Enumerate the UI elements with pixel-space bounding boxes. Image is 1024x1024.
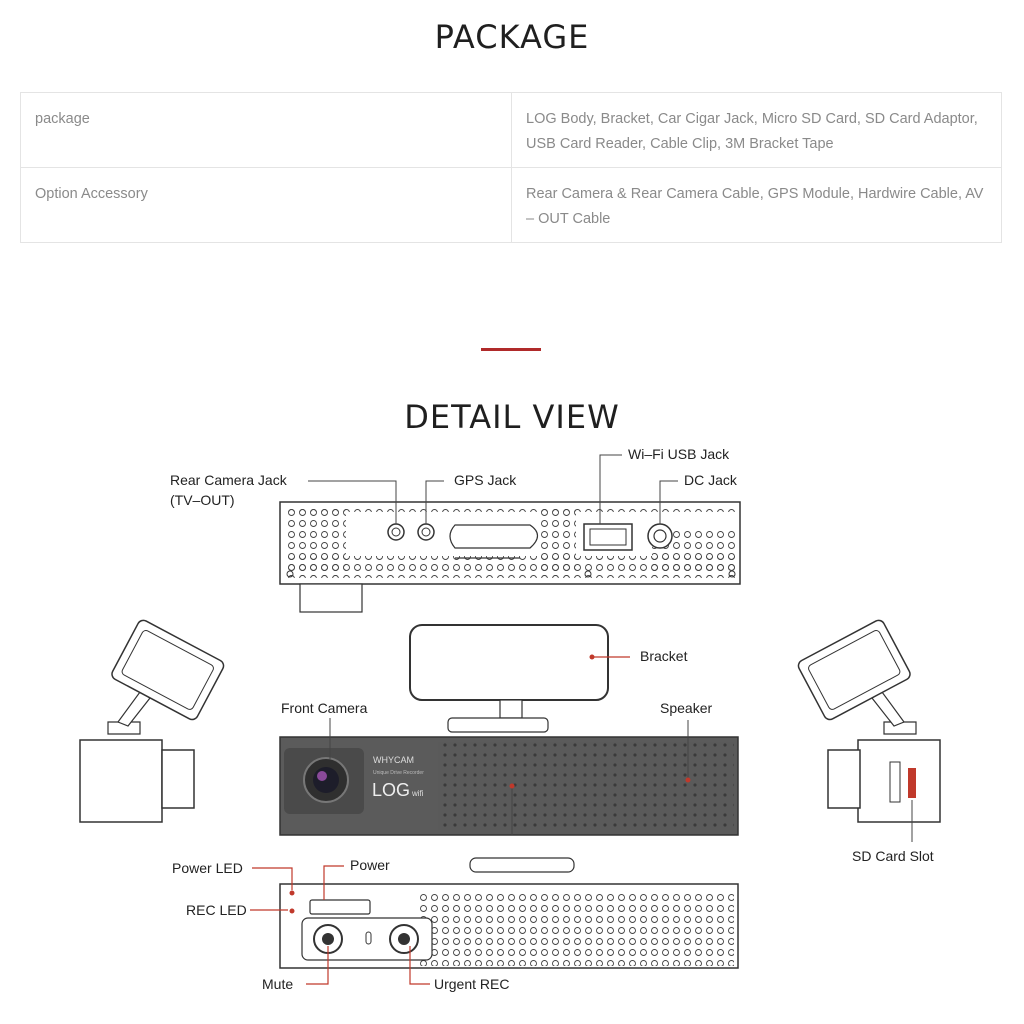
section-divider (481, 348, 541, 351)
package-table (20, 92, 1002, 243)
label-dc-jack: DC Jack (684, 472, 737, 488)
package-title: PACKAGE (434, 18, 590, 56)
table-row (21, 93, 1002, 168)
bottom-panel-view (250, 858, 738, 984)
device-diagram (0, 430, 1024, 1024)
label-wifi-usb-jack: Wi–Fi USB Jack (628, 446, 730, 462)
label-mute: Mute (262, 976, 294, 992)
label-gps-jack: GPS Jack (454, 472, 517, 488)
table-cell-key: package (21, 93, 512, 168)
table-cell-value: Rear Camera & Rear Camera Cable, GPS Module, Hardwire Cable, AV – OUT Cable (512, 168, 1002, 243)
detail-view-title: DETAIL VIEW (404, 398, 620, 436)
brand-text: WHYCAM (373, 755, 414, 765)
label-power: Power (350, 857, 390, 873)
label-speaker: Speaker (660, 700, 713, 716)
label-rec-led: REC LED (186, 902, 247, 918)
model-text: LOG (372, 780, 411, 800)
table-row (21, 168, 1002, 243)
model-suffix-text: wifi (412, 789, 424, 798)
left-side-view (80, 618, 226, 822)
table-cell-value: LOG Body, Bracket, Car Cigar Jack, Micro SD Card, SD Card Adaptor, USB Card Reader, Cable Clip, 3M Bracket Tape (512, 93, 1002, 168)
label-front-camera: Front Camera (281, 700, 368, 716)
brand-subtext: Unique Drive Recorder (373, 770, 424, 776)
table-cell-key: Option Accessory (21, 168, 512, 243)
bracket-illustration (410, 625, 630, 732)
label-rear-camera-jack: Rear Camera Jack (170, 472, 287, 488)
label-rear-camera-jack-sub: (TV–OUT) (170, 492, 235, 508)
right-side-view (796, 618, 940, 842)
label-power-led: Power LED (172, 860, 243, 876)
front-body-view (280, 718, 738, 835)
label-urgent-rec: Urgent REC (434, 976, 510, 992)
label-sd-card-slot: SD Card Slot (852, 848, 934, 864)
label-bracket: Bracket (640, 648, 688, 664)
